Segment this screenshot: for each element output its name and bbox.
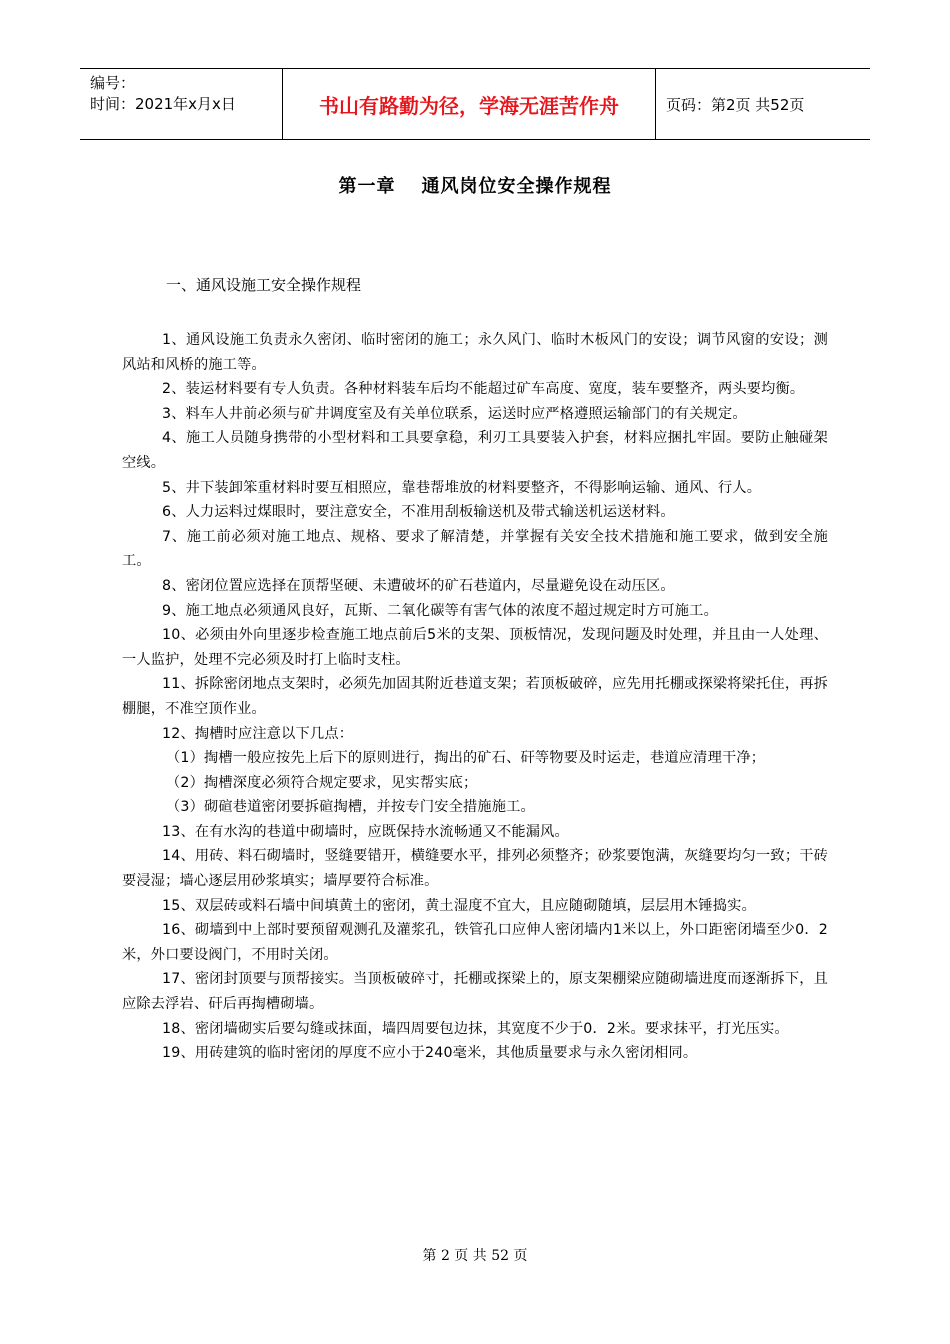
paragraph: 1、通风设施工负责永久密闭、临时密闭的施工；永久风门、临时木板风门的安设；调节风窗的安设；测风站和风桥的施工等。	[122, 332, 828, 373]
paragraph: 8、密闭位置应选择在顶帮坚硬、未遭破坏的矿石巷道内，尽量避免设在动压区。	[162, 577, 675, 594]
paragraph: 16、砌墙到中上部时要预留观测孔及灌浆孔，铁管孔口应伸人密闭墙内1米以上，外口距密闭墙至少0．2米，外口要设阀门，不用时关闭。	[122, 922, 828, 963]
chapter-title	[0, 172, 950, 198]
header-motto: 书山有路勤为径，学海无涯苦作舟	[282, 69, 656, 139]
paragraph: 12、掏槽时应注意以下几点：	[162, 725, 354, 742]
chapter-name: 通风岗位安全操作规程	[421, 176, 612, 197]
section-title: 一、通风设施工安全操作规程	[166, 276, 362, 294]
paragraph: 6、人力运料过煤眼时，要注意安全，不准用刮板输送机及带式输送机运送材料。	[162, 504, 675, 521]
paragraph: 11、拆除密闭地点支架时，必须先加固其附近巷道支架；若顶板破碎，应先用托棚或探梁将梁托住，再拆棚腿，不准空顶作业。	[122, 676, 828, 717]
header-page-code: 页码：第2页 共52页	[666, 95, 805, 114]
paragraph: 3、料车人井前必须与矿井调度室及有关单位联系，运送时应严格遵照运输部门的有关规定。	[162, 405, 747, 422]
paragraph: 10、必须由外向里逐步检查施工地点前后5米的支架、顶板情况，发现问题及时处理，并且由一人处理、一人监护，处理不完必须及时打上临时支柱。	[122, 627, 828, 668]
chapter-number: 第一章	[338, 176, 396, 197]
header-meta	[80, 69, 282, 139]
paragraph: 15、双层砖或料石墙中间填黄土的密闭，黄土湿度不宜大，且应随砌随填，层层用木锤捣实。	[162, 897, 756, 914]
header-code-label: 编号：	[90, 74, 136, 92]
paragraph: 19、用砖建筑的临时密闭的厚度不应小于240毫米，其他质量要求与永久密闭相同。	[162, 1045, 698, 1062]
sub-paragraph: （2）掏槽深度必须符合规定要求，见实帮实底；	[166, 774, 478, 791]
body-text	[122, 328, 828, 1066]
sub-paragraph: （1）掏槽一般应按先上后下的原则进行，掏出的矿石、矸等物要及时运走，巷道应清理干净；	[166, 750, 766, 767]
paragraph: 13、在有水沟的巷道中砌墙时，应既保持水流畅通又不能漏风。	[162, 823, 569, 840]
paragraph: 4、施工人员随身携带的小型材料和工具要拿稳，利刃工具要装入护套，材料应捆扎牢固。要防止触碰架空线。	[122, 430, 828, 471]
document-header	[80, 68, 870, 140]
paragraph: 14、用砖、料石砌墙时，竖缝要错开，横缝要水平，排列必须整齐；砂浆要饱满，灰缝要均匀一致；干砖要浸湿；墙心逐层用砂浆填实；墙厚要符合标准。	[122, 848, 828, 890]
header-time-label: 时间：2021年x月x日	[90, 95, 236, 113]
paragraph: 2、装运材料要有专人负责。各种材料装车后均不能超过矿车高度、宽度，装车要整齐，两头要均衡。	[162, 381, 805, 398]
paragraph: 17、密闭封顶要与顶帮接实。当顶板破碎寸，托棚或探梁上的，原支架棚梁应随砌墙进度而逐渐拆下，且应除去浮岩、矸后再掏槽砌墙。	[122, 971, 828, 1013]
paragraph: 5、井下装卸笨重材料时要互相照应，靠巷帮堆放的材料要整齐，不得影响运输、通风、行人。	[162, 479, 762, 496]
sub-paragraph: （3）砌碹巷道密闭要拆碹掏槽，并按专门安全措施施工。	[166, 799, 535, 816]
paragraph: 18、密闭墙砌实后要勾缝或抹面，墙四周要包边抹，其宽度不少于0．2米。要求抹平，打光压实。	[162, 1020, 789, 1037]
page-footer: 第 2 页 共 52 页	[422, 1248, 528, 1264]
paragraph: 7、施工前必须对施工地点、规格、要求了解清楚，并掌握有关安全技术措施和施工要求，做到安全施工。	[122, 528, 828, 570]
paragraph: 9、施工地点必须通风良好，瓦斯、二氧化碳等有害气体的浓度不超过规定时方可施工。	[162, 602, 718, 619]
